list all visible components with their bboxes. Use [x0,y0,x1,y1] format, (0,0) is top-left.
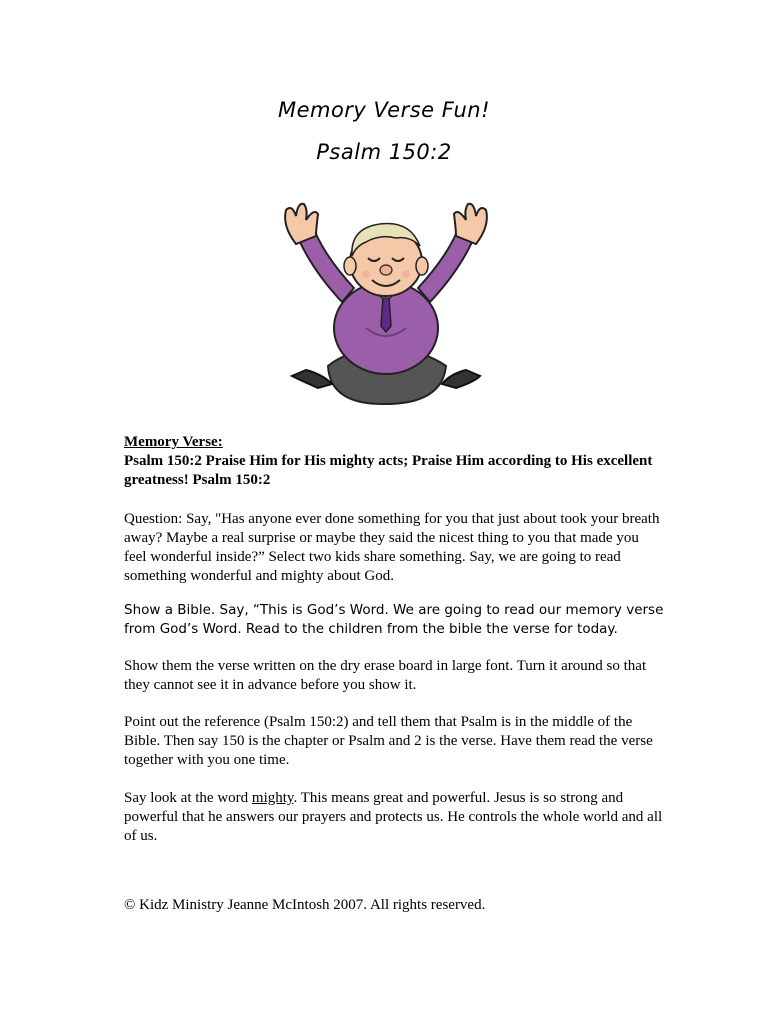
dry-erase-paragraph: Show them the verse written on the dry erase board in large font. Turn it around so that they cannot see it in advance before you show it. [124,658,647,693]
page-title: Memory Verse Fun! [277,98,491,122]
mighty-text-after: . This means great and powerful. Jesus is so strong and powerful that he answers our prayers and protects us. He controls the whole world and all of us. [124,790,663,844]
mighty-text-before: Say look at the word [124,790,252,806]
memory-verse-text: Psalm 150:2 Praise Him for His mighty acts; Praise Him according to His excellent greatness! Psalm 150:2 [124,453,653,488]
copyright-notice: © Kidz Ministry Jeanne McIntosh 2007. All rights reserved. [124,897,486,913]
question-paragraph: Question: Say, "Has anyone ever done something for you that just about took your breath away? Maybe a real surprise or maybe they said the nicest thing to you that made you feel wonderful inside?” Select two kids share something. Say, we are going to read something wonderful and mighty about God. [124,511,660,584]
mighty-word: mighty [251,790,294,806]
praising-man-illustration [270,198,502,410]
memory-verse-heading: Memory Verse: [124,434,223,450]
memory-verse-section [124,433,664,490]
page-subtitle: Psalm 150:2 [316,140,452,164]
reference-paragraph: Point out the reference (Psalm 150:2) and tell them that Psalm is in the middle of the Bible. Then say 150 is the chapter or Psalm and 2 is the verse. Have them read the verse together with you one time. [124,714,653,768]
show-bible-paragraph: Show a Bible. Say, “This is God’s Word. We are going to read our memory verse from God’s Word. Read to the children from the bible the verse for today. [124,602,664,637]
mighty-paragraph [124,789,664,846]
